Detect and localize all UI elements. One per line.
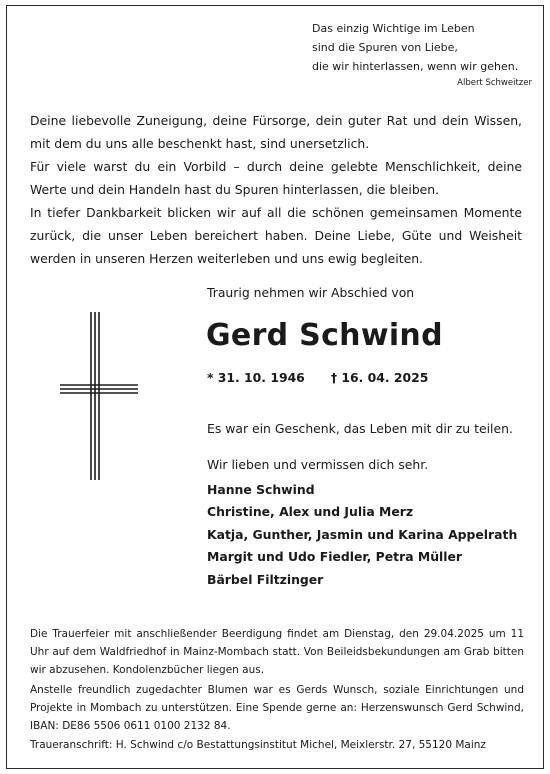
- death-date: † 16. 04. 2025: [330, 370, 429, 385]
- mourner-name: Christine, Alex und Julia Merz: [207, 504, 414, 520]
- quote-line: die wir hinterlassen, wenn wir gehen.: [312, 60, 519, 73]
- cross-icon: [60, 312, 138, 484]
- paragraph-tribute-2: Für viele warst du ein Vorbild – durch deine gelebte Menschlichkeit, deine Werte und dein Handeln hast du Spuren hinterlassen, die bleiben.: [30, 159, 522, 197]
- quote-author: Albert Schweitzer: [457, 78, 532, 88]
- mourner-name: Katja, Gunther, Jasmin und Karina Appelrath: [207, 526, 518, 542]
- funeral-info: Die Trauerfeier mit anschließender Beerdigung findet am Dienstag, den 29.04.2025 um 11 Uhr auf dem Waldfriedhof in Mainz-Mombach statt. Von Beileidsbekundungen am Grab bitten wir abzusehen. Kondolenzbücher liegen aus.: [30, 628, 524, 676]
- mourner-name: Hanne Schwind: [207, 482, 315, 497]
- mourner-name: Margit und Udo Fiedler, Petra Müller: [207, 549, 463, 565]
- quote-line: sind die Spuren von Liebe,: [312, 41, 458, 54]
- announcement-text: Traurig nehmen wir Abschied von: [207, 285, 415, 300]
- birth-date: * 31. 10. 1946: [207, 370, 305, 385]
- donation-info: Anstelle freundlich zugedachter Blumen war es Gerds Wunsch, soziale Einrichtungen und Projekte in Mombach zu unterstützen. Eine Spende gerne an: Herzenswunsch Gerd Schwind, IBAN: DE86 5506 0611 0100 2132 84.: [30, 684, 524, 732]
- quote-line: Das einzig Wichtige im Leben: [312, 22, 475, 35]
- mourners-list: [207, 479, 517, 591]
- deceased-name: Gerd Schwind: [206, 318, 443, 353]
- paragraph-tribute-1: Deine liebevolle Zuneigung, deine Fürsorge, dein guter Rat und dein Wissen, mit dem du uns alle beschenkt hast, sind unersetzlich.: [30, 113, 522, 151]
- mourning-address: Traueranschrift: H. Schwind c/o Bestattungsinstitut Michel, Meixlerstr. 27, 55120 Mainz: [30, 739, 486, 751]
- gift-line: Es war ein Geschenk, das Leben mit dir zu teilen.: [207, 421, 513, 436]
- quote-block: [312, 19, 542, 90]
- paragraph-tribute-3: In tiefer Dankbarkeit blicken wir auf all die schönen gemeinsamen Momente zurück, die unser Leben bereichert haben. Deine Liebe, Güte und Weisheit werden in unseren Herzen weiterleben und uns ewig begleiten.: [30, 205, 522, 266]
- love-line: Wir lieben und vermissen dich sehr.: [207, 457, 429, 472]
- life-dates: [207, 370, 428, 385]
- mourner-name: Bärbel Filtzinger: [207, 571, 324, 587]
